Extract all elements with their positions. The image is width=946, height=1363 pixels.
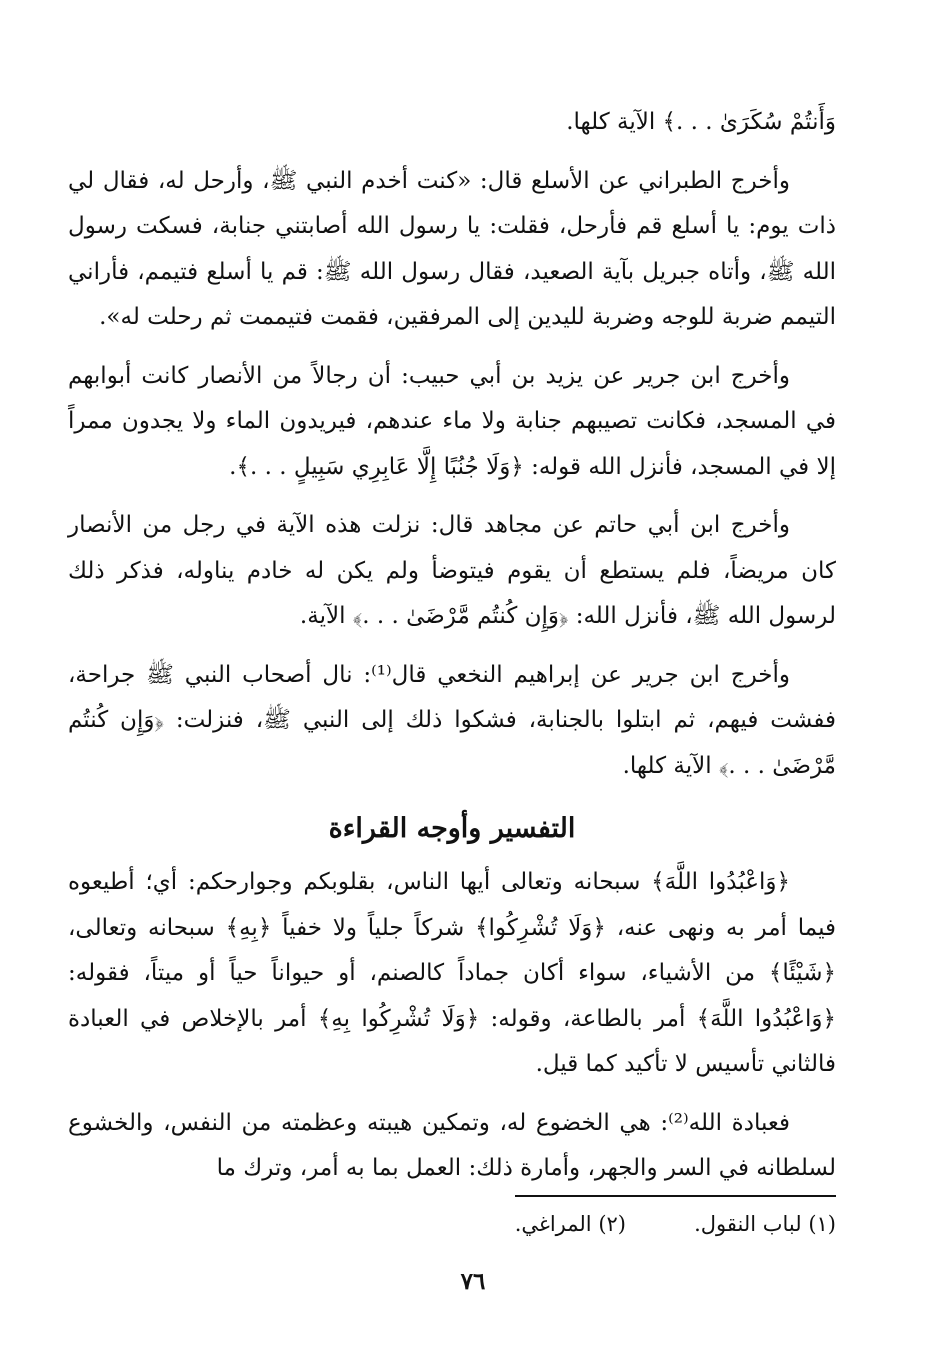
paragraph-tafsir: ﴿وَاعْبُدُوا اللَّهَ﴾ سبحانه وتعالى أيها الناس، بقلوبكم وجوارحكم: أي؛ أطيعوه فيما أمر به ونهى عنه، ﴿وَلَا تُشْرِكُوا﴾ شركاً جلياً ولا خفياً ﴿بِهِ﴾ سبحانه وتعالى، ﴿شَيْئًا﴾ من الأشياء، سواء أكان جماداً كالصنم، أو حيواناً حياً أو ميتاً، فقوله: ﴿وَاعْبُدُوا اللَّهَ﴾ أمر بالطاعة، وقوله: ﴿وَلَا تُشْرِكُوا بِهِ﴾ أمر بالإخلاص في العبادة فالثاني تأسيس لا تأكيد كما قيل. <box>68 869 836 1077</box>
paragraph-verse-end: وَأَنتُمْ سُكَرَىٰ . . .﴾ الآية كلها. <box>566 109 836 135</box>
paragraph-nakhai: وأخرج ابن جرير عن إبراهيم النخعي قال⁽¹⁾: نال أصحاب النبي ﷺ جراحة، ففشت فيهم، ثم ابتلوا بالجنابة، فشكوا ذلك إلى النبي ﷺ، فنزلت: ﴿وَإِن كُنتُم مَّرْضَىٰ . . .﴾ الآية كلها. <box>68 661 836 779</box>
footnote-divider <box>515 1195 836 1197</box>
footnote-2: (٢) المراغي. <box>514 1212 626 1236</box>
footnotes <box>300 1208 836 1240</box>
page-number: ٧٦ <box>460 1268 486 1295</box>
paragraph-worship: فعبادة الله⁽²⁾: هي الخضوع له، وتمكين هيبته وعظمته من النفس، والخشوع لسلطانه في السر والجهر، وأمارة ذلك: العمل بما به أمر، وترك ما <box>68 1109 836 1181</box>
section-heading: التفسير وأوجه القراءة <box>328 813 576 844</box>
paragraph-tabarani: وأخرج الطبراني عن الأسلع قال: «كنت أخدم النبي ﷺ، وأرحل له، فقال لي ذات يوم: يا أسلع قم فأرحل، فقلت: يا رسول الله أصابتني جنابة، فسكت رسول الله ﷺ، وأتاه جبريل بآية الصعيد، فقال رسول الله ﷺ: قم يا أسلع فتيمم، فأراني التيمم ضربة للوجه وضربة لليدين إلى المرفقين، فقمت فتيممت ثم رحلت له». <box>68 167 836 330</box>
footnote-1: (١) لباب النقول. <box>694 1212 836 1236</box>
body-text <box>68 100 836 1205</box>
paragraph-ibn-jarir-yazid: وأخرج ابن جرير عن يزيد بن أبي حبيب: أن رجالاً من الأنصار كانت أبوابهم في المسجد، فكانت تصيبهم جنابة ولا ماء عندهم، فيريدون الماء ولا يجدون ممراً إلا في المسجد، فأنزل الله قوله: ﴿وَلَا جُنُبًا إِلَّا عَابِرِي سَبِيلٍ . . .﴾. <box>68 362 836 480</box>
paragraph-ibn-abi-hatim: وأخرج ابن أبي حاتم عن مجاهد قال: نزلت هذه الآية في رجل من الأنصار كان مريضاً، فلم يستطع أن يقوم فيتوضأ ولم يكن له خادم يناوله، فذكر ذلك لرسول الله ﷺ، فأنزل الله: ﴿وَإِن كُنتُم مَّرْضَىٰ . . .﴾ الآية. <box>68 512 836 629</box>
